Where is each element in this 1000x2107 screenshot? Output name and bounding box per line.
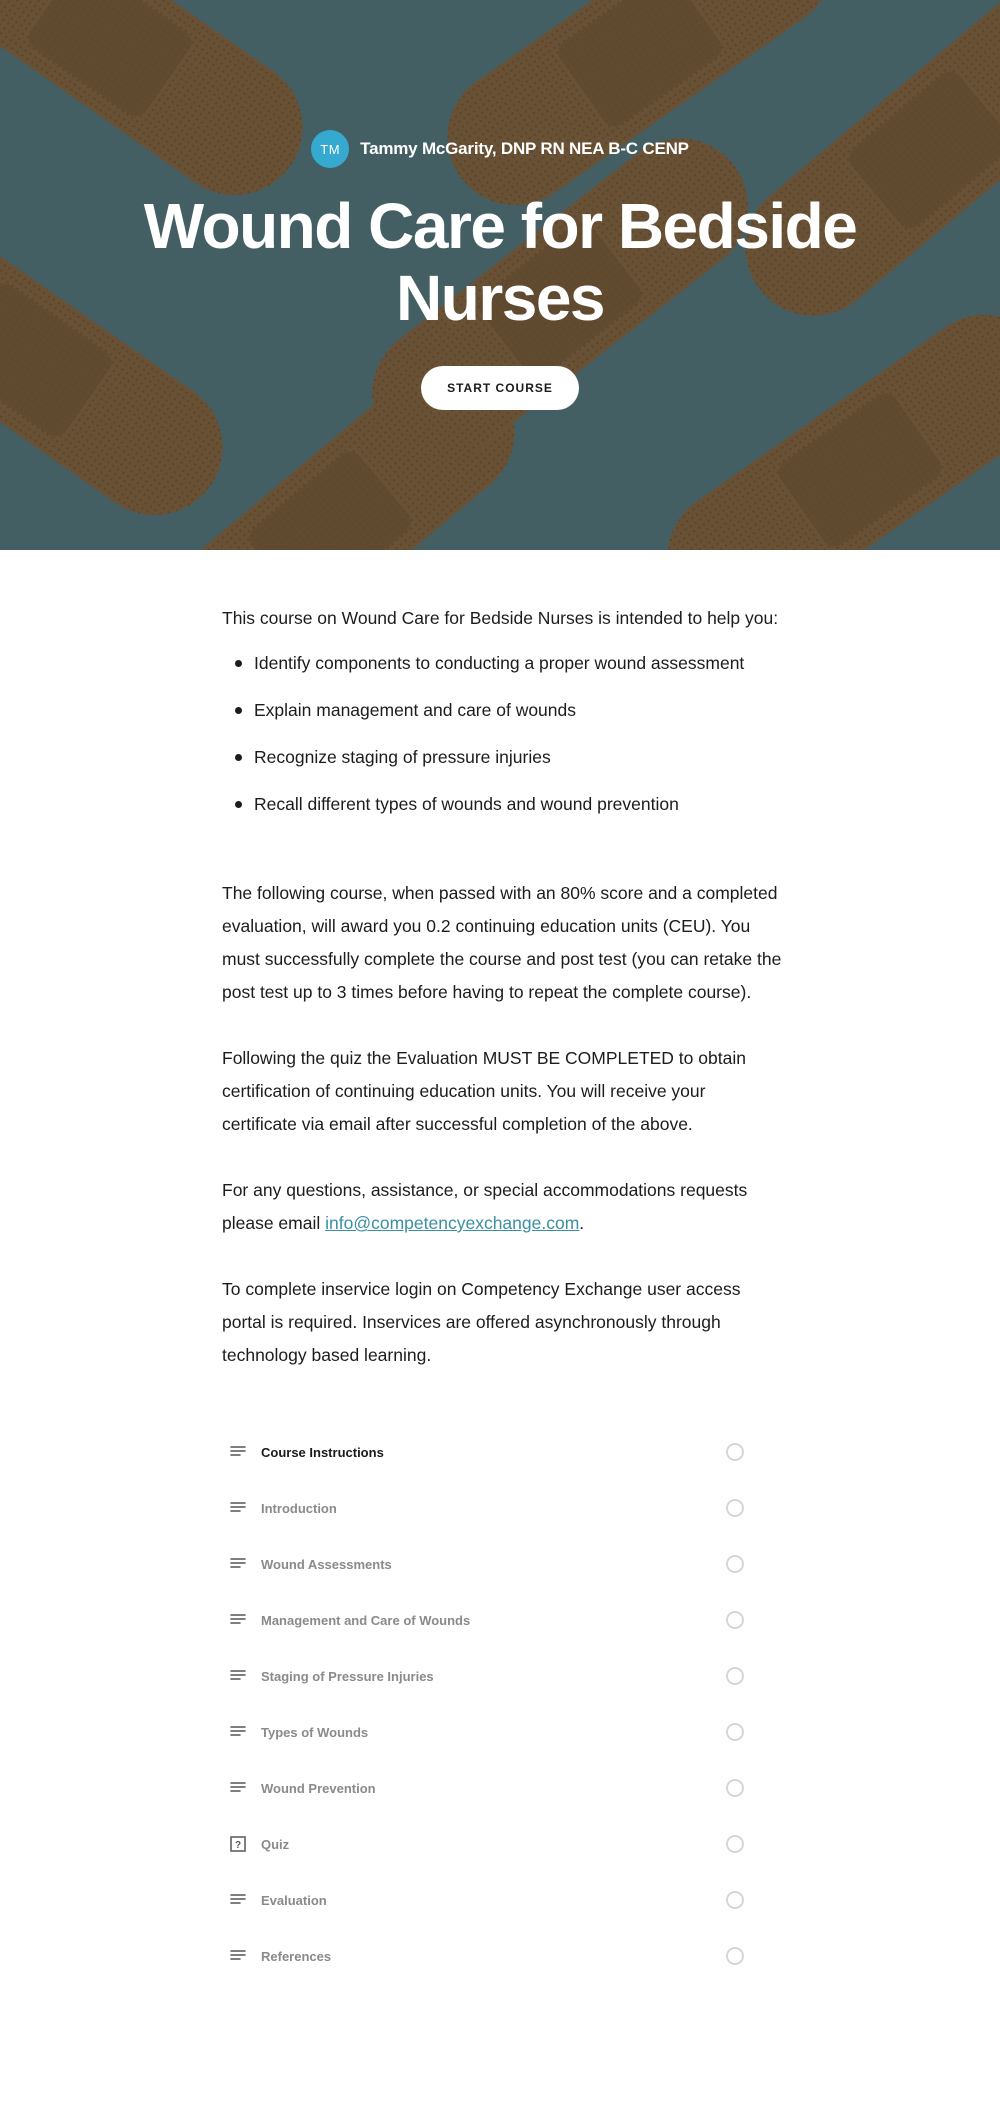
completion-status-circle bbox=[726, 1947, 744, 1965]
lesson-item-quiz[interactable] bbox=[222, 1816, 762, 1872]
contact-info bbox=[222, 1174, 782, 1240]
text-lines-icon bbox=[229, 1555, 247, 1573]
objective-item: Recall different types of wounds and wound prevention bbox=[254, 792, 782, 816]
svg-text:?: ? bbox=[234, 1840, 242, 1851]
lesson-title: Types of Wounds bbox=[261, 1724, 369, 1740]
lesson-title: Wound Prevention bbox=[261, 1780, 376, 1796]
quiz-icon bbox=[229, 1835, 247, 1853]
lesson-item-wound-assessments[interactable] bbox=[222, 1536, 762, 1592]
text-lines-icon bbox=[229, 1611, 247, 1629]
contact-prefix: For any questions, assistance, or special accommodations requests please email bbox=[222, 1180, 748, 1233]
text-lines-icon bbox=[229, 1947, 247, 1965]
objective-item: Identify components to conducting a proper wound assessment bbox=[254, 651, 782, 675]
lesson-item-wound-prevention[interactable] bbox=[222, 1760, 762, 1816]
lesson-item-management-and-care[interactable] bbox=[222, 1592, 762, 1648]
lesson-title: Quiz bbox=[261, 1836, 290, 1852]
author-avatar: TM bbox=[311, 130, 349, 168]
objective-item: Explain management and care of wounds bbox=[254, 698, 782, 722]
text-lines-icon bbox=[229, 1667, 247, 1685]
lesson-item-introduction[interactable] bbox=[222, 1480, 762, 1536]
author-name: Tammy McGarity, DNP RN NEA B-C CENP bbox=[360, 139, 689, 158]
text-lines-icon bbox=[229, 1499, 247, 1517]
lesson-title: Introduction bbox=[261, 1500, 337, 1516]
text-lines-icon bbox=[229, 1723, 247, 1741]
support-email-link[interactable]: info@competencyexchange.com bbox=[325, 1213, 580, 1233]
completion-status-circle bbox=[726, 1555, 744, 1573]
course-hero bbox=[0, 0, 1000, 550]
completion-status-circle bbox=[726, 1443, 744, 1461]
evaluation-info: Following the quiz the Evaluation MUST BE COMPLETED to obtain certification of continuing education units. You will receive your certificate via email after successful completion of the above. bbox=[222, 1048, 746, 1134]
objective-item: Recognize staging of pressure injuries bbox=[254, 745, 782, 769]
hero-content bbox=[0, 0, 1000, 550]
completion-status-circle bbox=[726, 1779, 744, 1797]
contact-suffix: . bbox=[579, 1213, 585, 1233]
lesson-item-references[interactable] bbox=[222, 1928, 762, 1984]
completion-status-circle bbox=[726, 1891, 744, 1909]
lesson-item-staging-pressure-injuries[interactable] bbox=[222, 1648, 762, 1704]
text-lines-icon bbox=[229, 1779, 247, 1797]
lesson-title: References bbox=[261, 1948, 332, 1964]
text-lines-icon bbox=[229, 1443, 247, 1461]
intro-lead: This course on Wound Care for Bedside Nurses is intended to help you: bbox=[222, 608, 779, 628]
text-lines-icon bbox=[229, 1891, 247, 1909]
course-title: Wound Care for Bedside Nurses bbox=[143, 190, 857, 334]
lesson-list bbox=[222, 1424, 762, 1984]
course-description bbox=[222, 550, 782, 1372]
start-course-button[interactable]: START COURSE bbox=[421, 366, 579, 410]
completion-status-circle bbox=[726, 1611, 744, 1629]
completion-status-circle bbox=[726, 1499, 744, 1517]
lesson-item-types-of-wounds[interactable] bbox=[222, 1704, 762, 1760]
lesson-title: Evaluation bbox=[261, 1892, 327, 1908]
lesson-title: Wound Assessments bbox=[261, 1556, 392, 1572]
access-info: To complete inservice login on Competency Exchange user access portal is required. Inservices are offered asynchronously through technology based learning. bbox=[222, 1279, 741, 1365]
objectives-list bbox=[254, 651, 782, 816]
author-info bbox=[311, 130, 689, 168]
lesson-title: Management and Care of Wounds bbox=[261, 1612, 471, 1628]
lesson-item-course-instructions[interactable] bbox=[222, 1424, 762, 1480]
completion-status-circle bbox=[726, 1835, 744, 1853]
lesson-title: Course Instructions bbox=[261, 1444, 384, 1460]
lesson-item-evaluation[interactable] bbox=[222, 1872, 762, 1928]
credit-info: The following course, when passed with an 80% score and a completed evaluation, will award you 0.2 continuing education units (CEU). You must successfully complete the course and post test (you can retake the post test up to 3 times before having to repeat the complete course). bbox=[222, 883, 782, 1002]
lesson-title: Staging of Pressure Injuries bbox=[261, 1668, 434, 1684]
completion-status-circle bbox=[726, 1723, 744, 1741]
completion-status-circle bbox=[726, 1667, 744, 1685]
